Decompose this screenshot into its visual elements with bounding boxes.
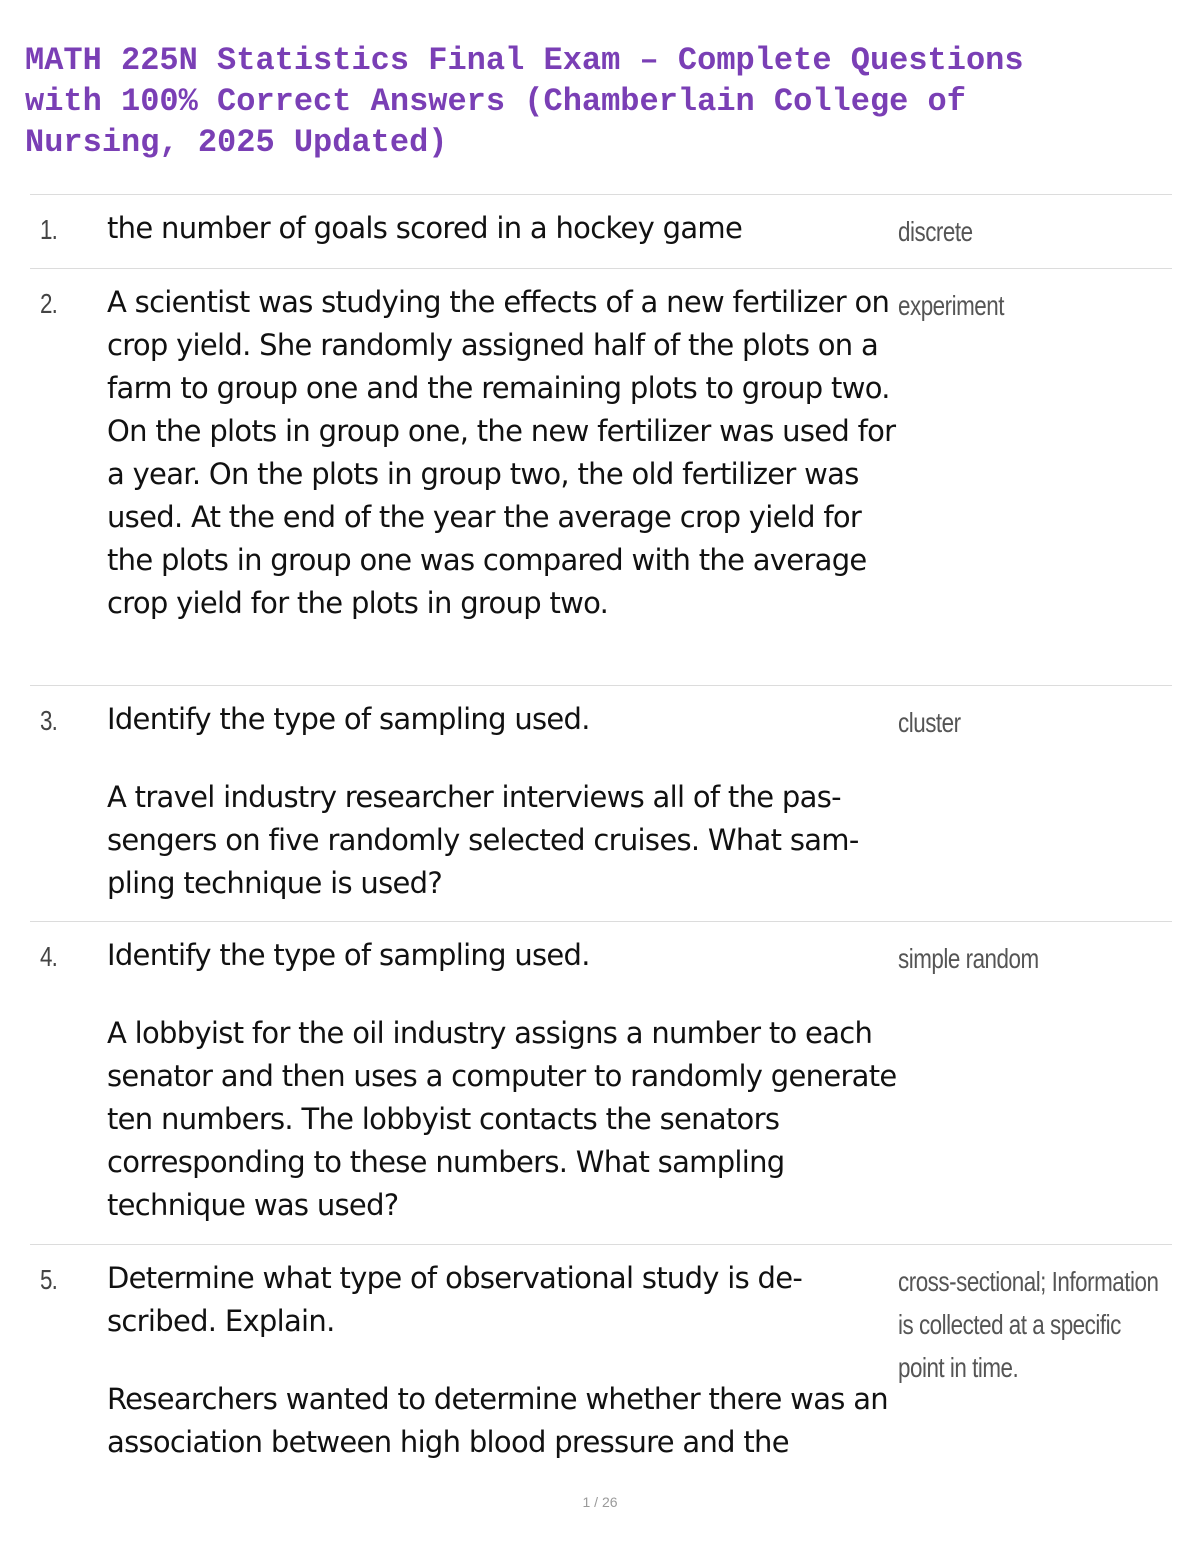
- question-text: [107, 934, 897, 1227]
- qa-row: [30, 269, 1172, 686]
- answer-text: cross-sectional; Information is collected at a specific point in time.: [898, 1266, 1159, 1383]
- question-number: 4.: [40, 941, 58, 972]
- question-answer-list: [30, 194, 1172, 1525]
- question-text: [107, 698, 897, 905]
- qa-row: [30, 686, 1172, 922]
- question-paragraph: A lobbyist for the oil industry assigns a number to each senator and then uses a computer to randomly generate ten numbers. The lobbyist contacts the senators corresponding to these numbers. What sampling technique was used?: [107, 1016, 897, 1222]
- question-number: 1.: [40, 214, 58, 245]
- question-prompt: Identify the type of sampling used.: [107, 938, 590, 972]
- answer-text: cluster: [898, 707, 961, 738]
- question-paragraph: A scientist was studying the effects of a new fertilizer on crop yield. She randomly assigned half of the plots on a farm to group one and the remaining plots to group two. On the plots in group one, the new fertilizer was used for a year. On the plots in group two, the old fertilizer was used. At the end of the year the average crop yield for the plots in group one was compared with the average crop yield for the plots in group two.: [107, 285, 896, 620]
- page-indicator: 1 / 26: [582, 1494, 618, 1510]
- qa-row: [30, 195, 1172, 269]
- question-paragraph: A travel industry researcher interviews all of the passengers on five randomly selected cruises. What sampling technique is used?: [107, 780, 860, 900]
- answer-text: simple random: [898, 943, 1039, 974]
- answer-text: experiment: [898, 290, 1005, 321]
- question-number: 5.: [40, 1264, 58, 1295]
- question-text: [107, 207, 897, 250]
- question-number: 2.: [40, 288, 58, 319]
- question-number: 3.: [40, 705, 58, 736]
- answer-text: discrete: [898, 216, 973, 247]
- question-prompt: Determine what type of observational study is described. Explain.: [107, 1261, 803, 1338]
- qa-row: [30, 922, 1172, 1245]
- question-text: [107, 1257, 897, 1464]
- question-text: [107, 281, 897, 625]
- question-paragraph: the number of goals scored in a hockey game: [107, 211, 743, 245]
- document-title: MATH 225N Statistics Final Exam – Complete Questions with 100% Correct Answers (Chamberlain College of Nursing, 2025 Updated): [25, 42, 1024, 161]
- qa-row: [30, 1245, 1172, 1525]
- question-paragraph: Researchers wanted to determine whether there was an association between high blood pressure and the: [107, 1382, 888, 1459]
- question-prompt: Identify the type of sampling used.: [107, 702, 590, 736]
